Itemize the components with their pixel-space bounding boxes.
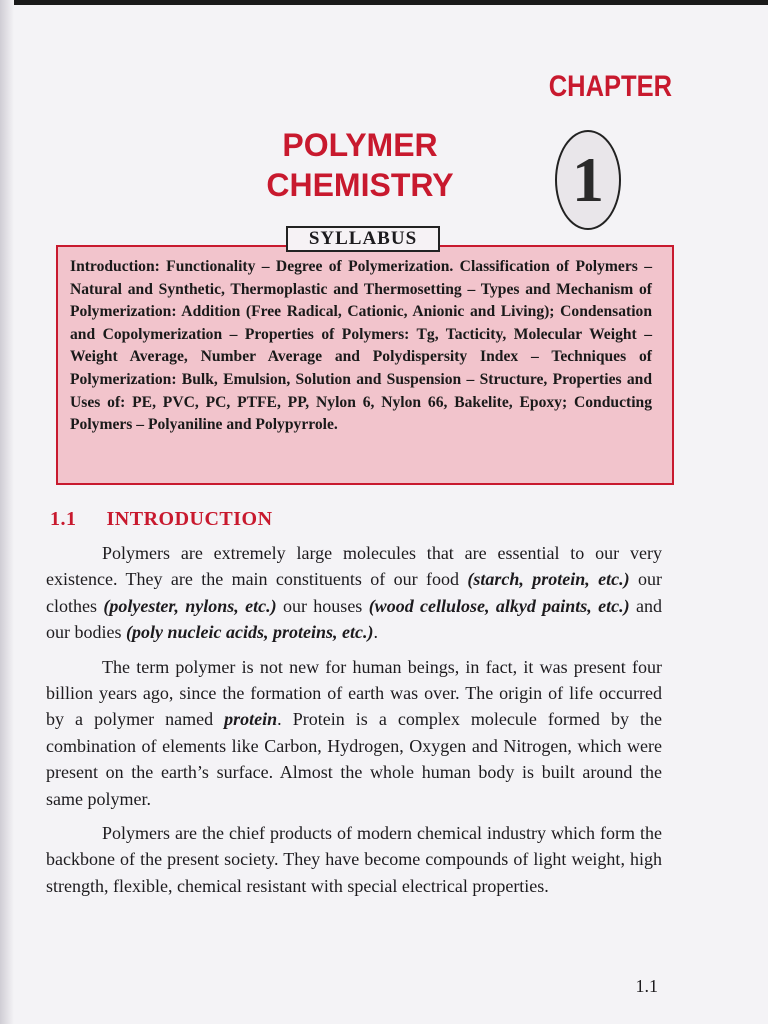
syllabus-label: SYLLABUS [286, 226, 440, 252]
chapter-title [210, 125, 510, 205]
page-number: 1.1 [635, 976, 658, 996]
chapter-number-badge [555, 130, 621, 230]
text-run: our houses [276, 595, 369, 616]
body-text [46, 540, 662, 907]
page-top-edge [0, 0, 768, 5]
emphasis-run: protein [224, 709, 278, 730]
chapter-title-line1: POLYMER [282, 127, 438, 163]
text-run: and our bodies [46, 595, 662, 643]
page-binding-shadow [0, 0, 14, 1024]
paragraph-1 [46, 540, 662, 646]
paragraph-3: Polymers are the chief products of modern chemical industry which form the backbone of the present society. They have become compounds of light weight, high strength, flexible, chemical resistant with special electrical properties. [46, 823, 662, 896]
syllabus-text: Introduction: Functionality – Degree of Polymerization. Classification of Polymers – Natural and Synthetic, Thermoplastic and Thermosetting – Types and Mechanism of Polymerization: Addition (Free Radical, Cationic, Anionic and Living); Condensation and Copolymerization – Properties of Polymers: Tg, Tacticity, Molecular Weight – Weight Average, Number Average and Polydispersity Index – Techniques of Polymerization: Bulk, Emulsion, Solution and Suspension – Structure, Properties and Uses of: PE, PVC, PC, PTFE, PP, Nylon 6, Nylon 66, Bakelite, Epoxy; Conducting Polymers – Polyaniline and Polypyrrole. [70, 258, 652, 434]
chapter-title-line2: CHEMISTRY [266, 167, 454, 203]
emphasis-run: (wood cellulose, alkyd paints, etc.) [368, 595, 630, 616]
text-run: The term polymer is not new for human beings, in fact, it was present four billion years ago, since the formation of earth was over. The origin of life occurred by a polymer named [46, 656, 662, 730]
emphasis-run: (poly nucleic acids, proteins, etc.) [126, 622, 374, 643]
emphasis-run: (starch, protein, etc.) [467, 569, 630, 590]
section-heading [50, 508, 273, 531]
text-run: our clothes [46, 569, 662, 616]
chapter-label: CHAPTER [548, 70, 672, 103]
emphasis-run: (polyester, nylons, etc.) [103, 595, 277, 616]
chapter-number: 1 [572, 144, 604, 215]
text-run: . [373, 622, 378, 643]
text-run: . Protein is a complex molecule formed by the combination of elements like Carbon, Hydrogen, Oxygen and Nitrogen, which were present on the earth’s surface. Almost the whole human body is built around the same polymer. [46, 709, 662, 809]
text-run: Polymers are extremely large molecules that are essential to our very existence. They are the main constituents of our food [46, 543, 662, 590]
paragraph-2 [46, 654, 662, 812]
section-title: INTRODUCTION [106, 508, 273, 530]
section-number: 1.1 [50, 508, 77, 530]
